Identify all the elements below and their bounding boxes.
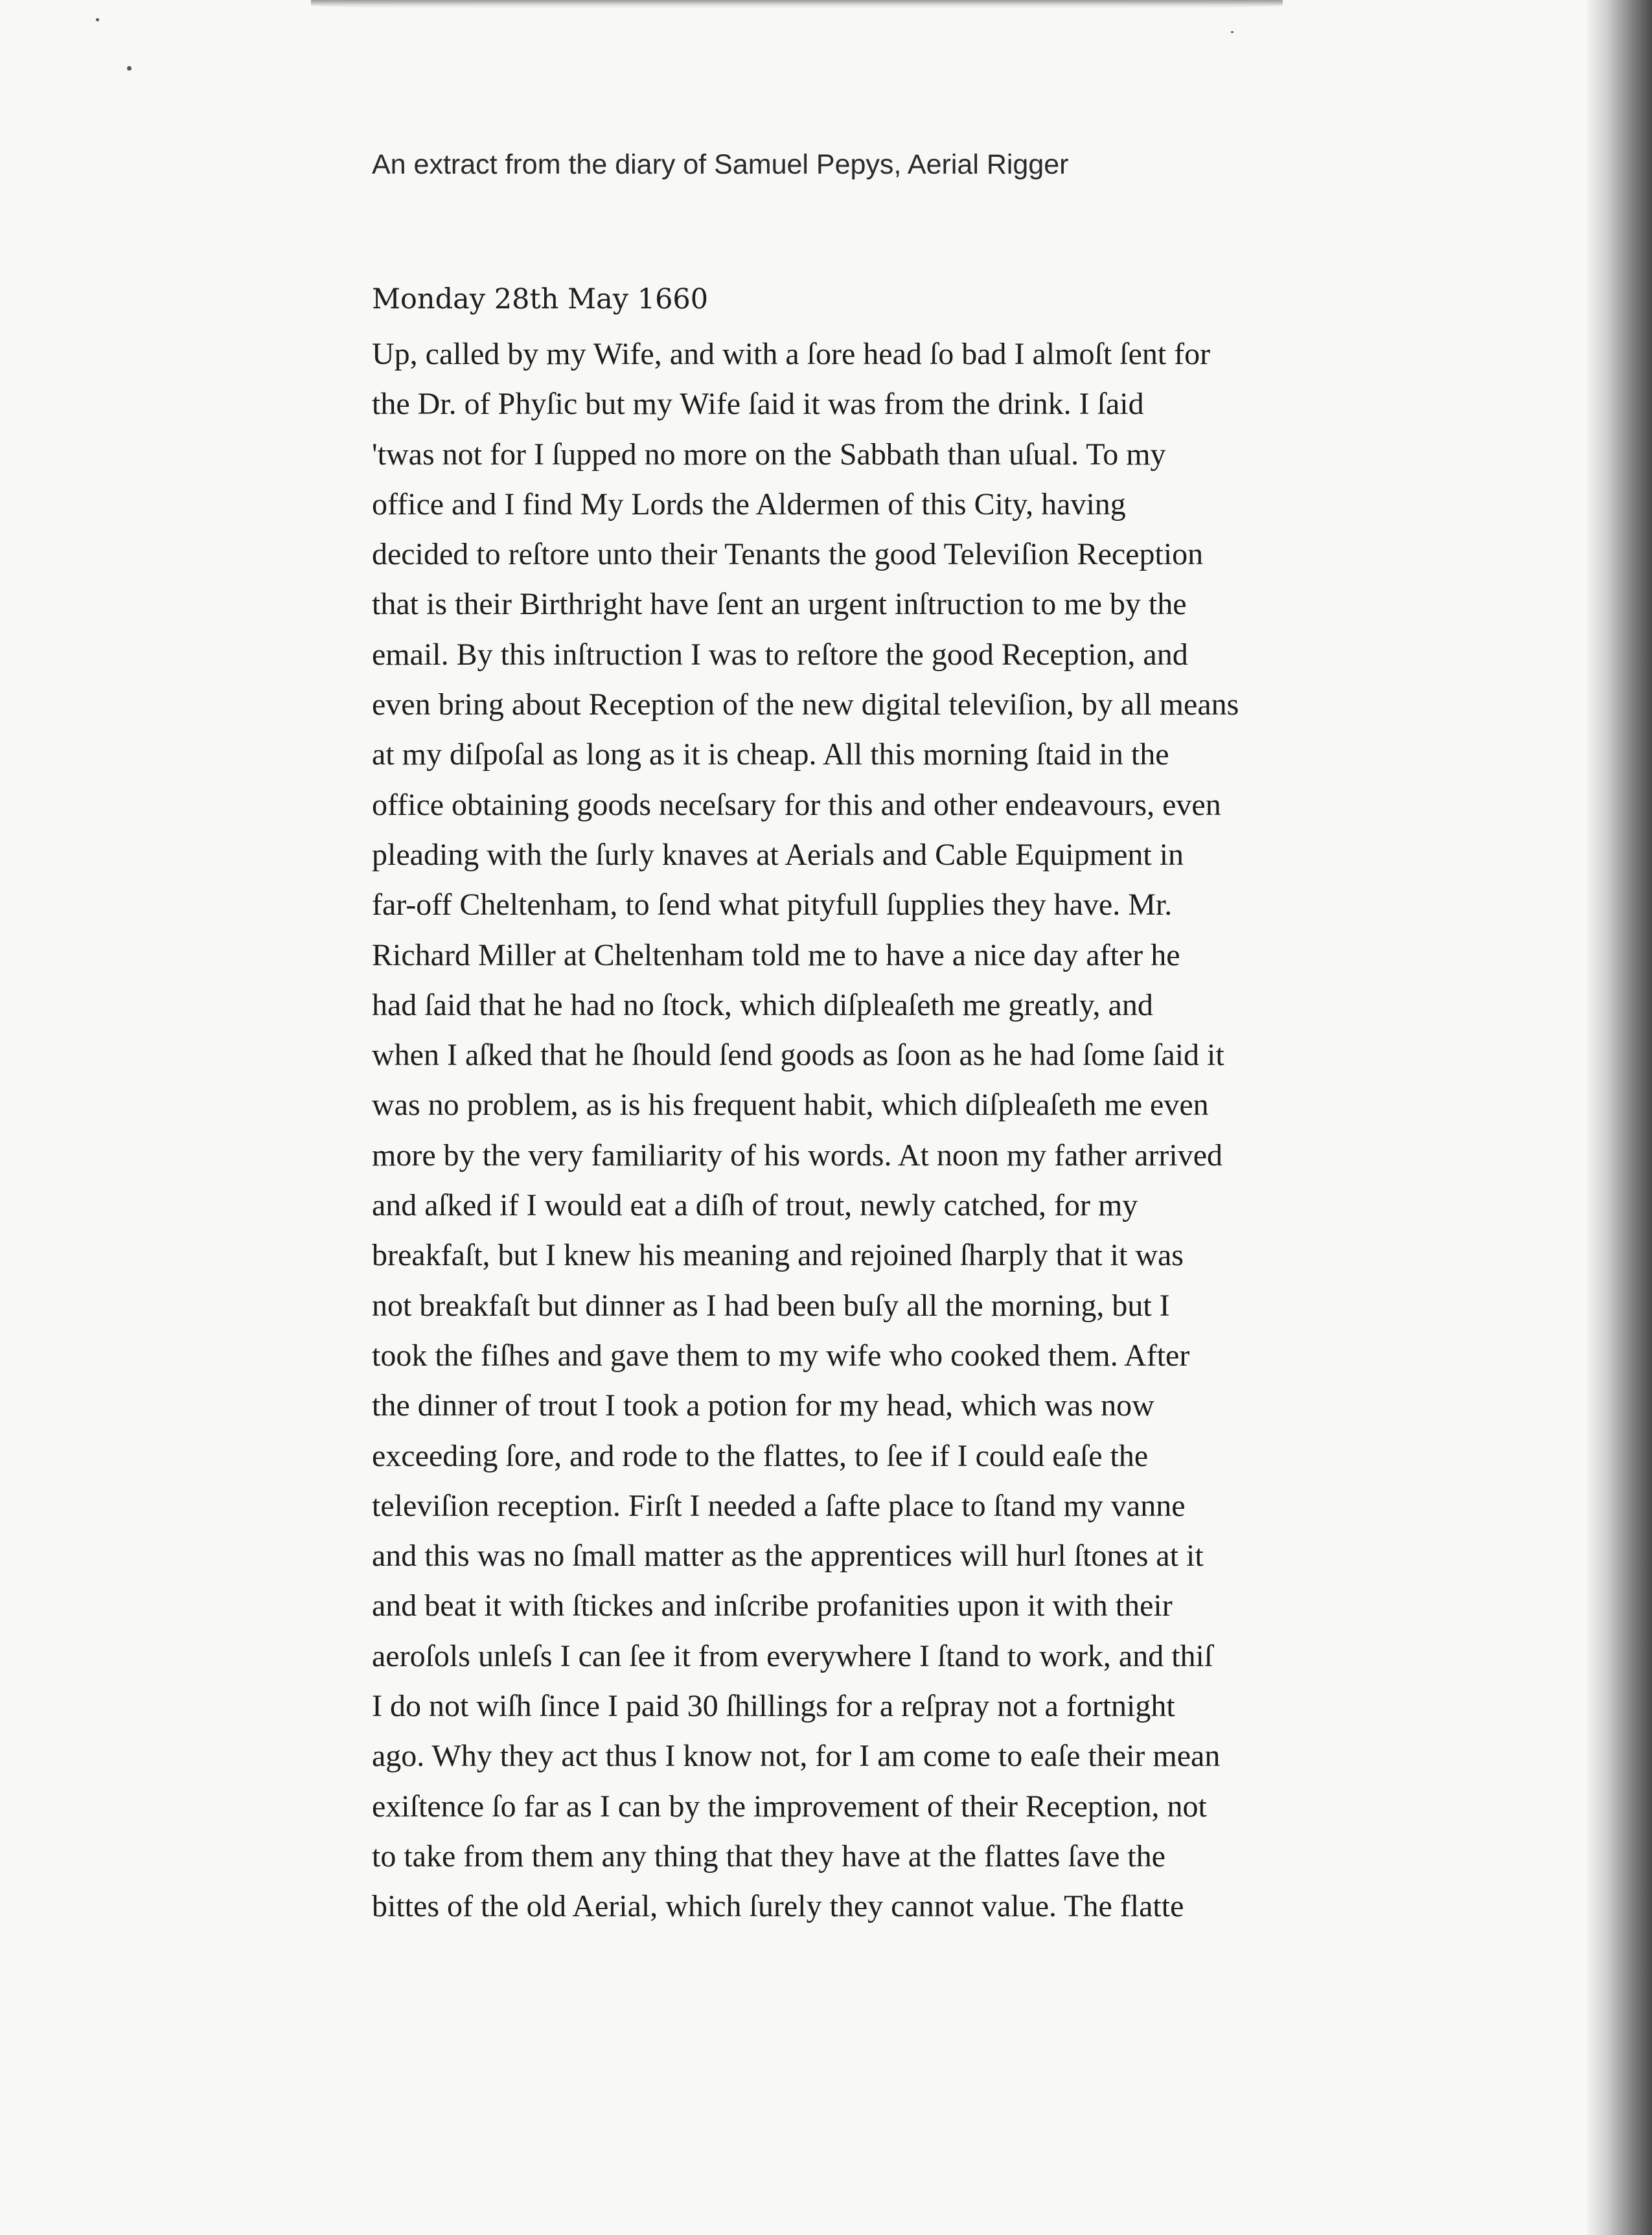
diary-text-line: and beat it with ſtickes and inſcribe profanities upon it with their — [372, 1588, 1173, 1623]
diary-text-line: had ſaid that he had no ſtock, which diſpleaſeth me greatly, and — [372, 987, 1153, 1022]
scan-shadow-right — [1587, 0, 1652, 2235]
diary-text-line: and aſked if I would eat a diſh of trout, newly catched, for my — [372, 1188, 1138, 1223]
diary-entry-date: Monday 28th May 1660 — [372, 283, 709, 315]
diary-text-line: office obtaining goods neceſsary for this and other endeavours, even — [372, 787, 1221, 822]
diary-text-line: 'twas not for I ſupped no more on the Sabbath than uſual. To my — [372, 437, 1166, 472]
diary-text-line: pleading with the ſurly knaves at Aerials and Cable Equipment in — [372, 837, 1184, 872]
diary-text-line: televiſion reception. Firſt I needed a ſafte place to ſtand my vanne — [372, 1488, 1186, 1523]
diary-text-line: at my diſpoſal as long as it is cheap. All this morning ſtaid in the — [372, 737, 1169, 772]
diary-text-line: office and I find My Lords the Aldermen of this City, having — [372, 487, 1126, 522]
diary-text-line: email. By this inſtruction I was to reſtore the good Reception, and — [372, 637, 1188, 672]
diary-text-line: and this was no ſmall matter as the apprentices will hurl ſtones at it — [372, 1539, 1204, 1574]
diary-text-line: Richard Miller at Cheltenham told me to have a nice day after he — [372, 937, 1180, 972]
diary-text-line: to take from them any thing that they have at the flattes ſave the — [372, 1839, 1165, 1874]
diary-text-line: bittes of the old Aerial, which ſurely they cannot value. The flatte — [372, 1889, 1184, 1924]
diary-text-line: exceeding ſore, and rode to the flattes, to ſee if I could eaſe the — [372, 1438, 1149, 1473]
diary-text-line: when I aſked that he ſhould ſend goods as ſoon as he had ſome ſaid it — [372, 1038, 1224, 1073]
scan-speck — [96, 18, 99, 21]
diary-text-line: I do not wiſh ſince I paid 30 ſhillings for a reſpray not a fortnight — [372, 1689, 1175, 1724]
diary-text-line: took the fiſhes and gave them to my wife who cooked them. After — [372, 1338, 1190, 1373]
diary-text-line: ago. Why they act thus I know not, for I am come to eaſe their mean — [372, 1739, 1221, 1774]
diary-text-line: breakfaſt, but I knew his meaning and rejoined ſharply that it was — [372, 1238, 1184, 1273]
diary-text-line: more by the very familiarity of his words. At noon my father arrived — [372, 1138, 1222, 1173]
scan-speck — [1231, 31, 1233, 33]
diary-text-line: exiſtence ſo far as I can by the improvement of their Reception, not — [372, 1789, 1207, 1824]
diary-entry-body — [372, 329, 1239, 1932]
scan-shadow-top — [311, 0, 1283, 9]
diary-text-line: was no problem, as is his frequent habit, which diſpleaſeth me even — [372, 1088, 1209, 1123]
diary-text-line: not breakfaſt but dinner as I had been buſy all the morning, but I — [372, 1288, 1170, 1323]
scan-speck — [127, 66, 132, 71]
diary-text-line: the dinner of trout I took a potion for my head, which was now — [372, 1388, 1154, 1423]
diary-text-line: the Dr. of Phyſic but my Wife ſaid it was from the drink. I ſaid — [372, 387, 1144, 422]
page-header: An extract from the diary of Samuel Pepys, Aerial Rigger — [372, 149, 1069, 180]
diary-text-line: decided to reſtore unto their Tenants the good Televiſion Reception — [372, 537, 1204, 572]
diary-text-line: far-off Cheltenham, to ſend what pityfull ſupplies they have. Mr. — [372, 888, 1173, 923]
diary-text-line: Up, called by my Wife, and with a ſore head ſo bad I almoſt ſent for — [372, 337, 1211, 371]
diary-text-line: that is their Birthright have ſent an urgent inſtruction to me by the — [372, 587, 1187, 622]
diary-text-line: even bring about Reception of the new digital televiſion, by all means — [372, 687, 1239, 722]
diary-text-line: aeroſols unleſs I can ſee it from everywhere I ſtand to work, and thiſ — [372, 1638, 1213, 1673]
